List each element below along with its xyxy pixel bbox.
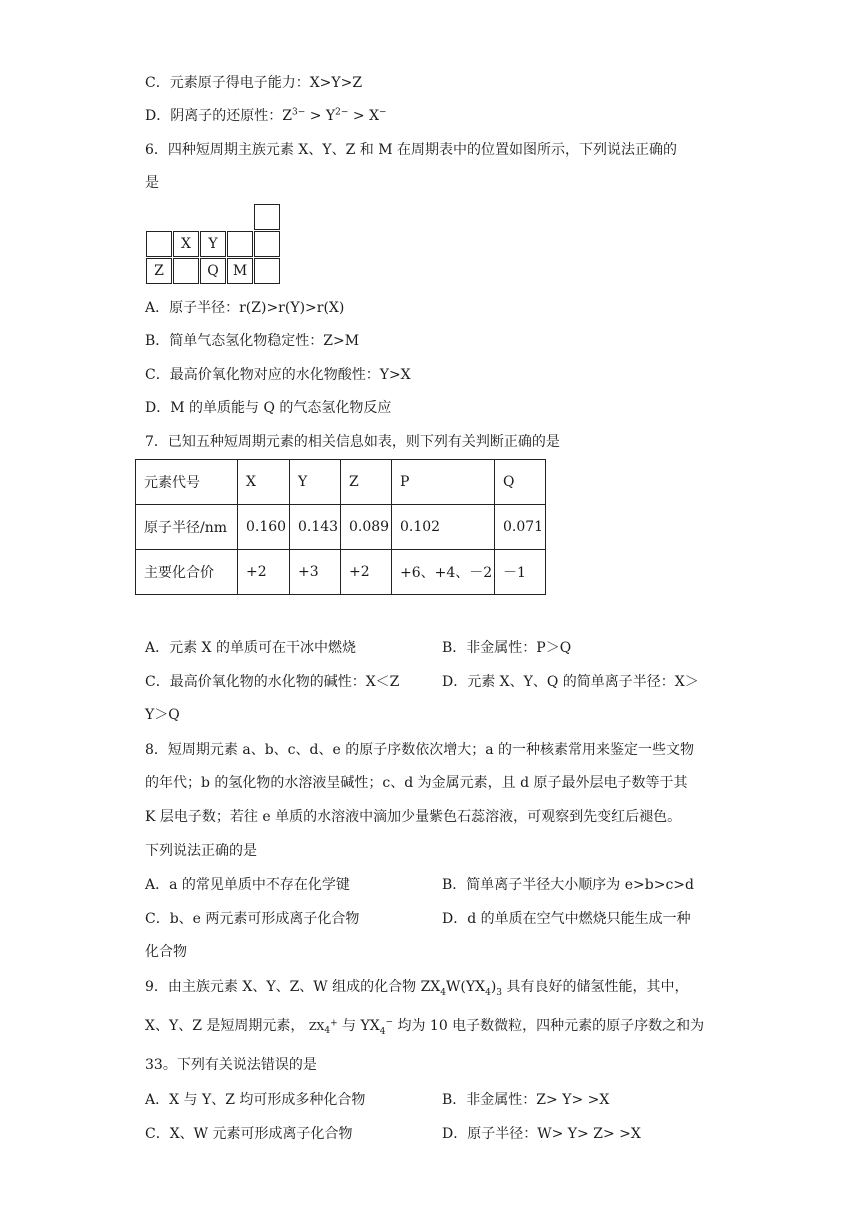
table-cell: Y	[290, 460, 341, 505]
grid-cell-r3c5	[254, 258, 280, 284]
grid-cell-r3c3: Q	[200, 258, 226, 284]
grid-cell-r2c5	[254, 231, 280, 257]
q7-option-a: A．元素 X 的单质可在干冰中燃烧	[145, 640, 356, 656]
q5-x-ion: X−	[369, 107, 387, 124]
q7-option-b: B．非金属性：P＞Q	[442, 640, 572, 656]
q9-text: 9．由主族元素 X、Y、Z、W 组成的化合物 ZX	[145, 979, 441, 995]
yx4-minus-ion: $YX_4^-$	[360, 1017, 394, 1037]
q9-text: 与	[337, 1018, 361, 1034]
grid-cell-r3c1: Z	[146, 258, 172, 284]
table-cell: 原子半径/nm	[136, 505, 238, 550]
table-cell: P	[392, 460, 495, 505]
q8-stem-line2: 的年代；b 的氢化物的水溶液呈碱性；c、d 为金属元素，且 d 原子最外层电子数等于其	[145, 775, 688, 791]
grid-cell-r3c4: M	[227, 258, 253, 284]
q8-option-c: C．b、e 两元素可形成离子化合物	[145, 911, 360, 927]
q9-stem-line1	[145, 977, 688, 997]
q8-option-a: A．a 的常见单质中不存在化学键	[145, 877, 350, 893]
q9-subscript: 3	[496, 987, 503, 998]
grid-cell-r2c2: X	[173, 231, 199, 257]
table-cell: Q	[495, 460, 546, 505]
q9-option-d: D．原子半径：W> Y> Z> >X	[442, 1126, 641, 1142]
q5-option-d	[145, 106, 387, 126]
q9-subscript: 4	[440, 987, 447, 998]
q6-option-a: A．原子半径：r(Z)>r(Y)>r(X)	[145, 300, 345, 316]
table-cell: 0.160	[238, 505, 290, 550]
q9-text: 均为 10 电子数微粒，四种元素的原子序数之和为	[393, 1018, 705, 1034]
q6-option-d: D．M 的单质能与 Q 的气态氢化物反应	[145, 400, 392, 416]
table-row	[136, 460, 546, 505]
q7-stem: 7．已知五种短周期元素的相关信息如表，则下列有关判断正确的是	[145, 434, 560, 450]
q8-option-d-continued: 化合物	[145, 944, 187, 960]
table-cell: 0.089	[341, 505, 392, 550]
q9-text: W(YX	[446, 979, 486, 995]
table-cell: 元素代号	[136, 460, 238, 505]
q9-stem-line2	[145, 1016, 704, 1037]
table-row	[136, 550, 546, 595]
q6-option-c: C．最高价氧化物对应的水化物酸性：Y>X	[145, 367, 411, 383]
grid-cell-r2c4	[227, 231, 253, 257]
q9-option-c: C．X、W 元素可形成离子化合物	[145, 1126, 353, 1142]
q7-option-d: D．元素 X、Y、Q 的简单离子半径：X＞	[442, 674, 699, 690]
q8-option-d: D．d 的单质在空气中燃烧只能生成一种	[442, 911, 691, 927]
table-cell: －1	[495, 550, 546, 595]
table-cell: 0.102	[392, 505, 495, 550]
q9-text: 具有良好的储氢性能，其中，	[502, 979, 689, 995]
q8-stem-line1: 8．短周期元素 a、b、c、d、e 的原子序数依次增大；a 的一种核素常用来鉴定一些文物	[145, 742, 694, 758]
table-cell: +6、+4、－2	[392, 550, 495, 595]
grid-cell-r2c1	[146, 231, 172, 257]
zx4-plus-ion: $ZX_4^+$	[308, 1018, 338, 1037]
grid-cell-r1c5	[254, 204, 280, 230]
table-cell: +2	[341, 550, 392, 595]
q5-gt-1: >	[305, 108, 326, 124]
q8-stem-line3: K 层电子数；若往 e 单质的水溶液中滴加少量紫色石蕊溶液，可观察到先变红后褪色。	[145, 809, 682, 825]
q9-subscript: 4	[485, 987, 491, 998]
table-cell: 主要化合价	[136, 550, 238, 595]
q9-option-a: A．X 与 Y、Z 均可形成多种化合物	[145, 1092, 366, 1108]
q7-option-d-continued: Y＞Q	[145, 707, 180, 723]
q8-stem-line4: 下列说法正确的是	[145, 843, 257, 859]
table-cell: +3	[290, 550, 341, 595]
q7-option-c: C．最高价氧化物的水化物的碱性：X＜Z	[145, 674, 400, 690]
element-info-table	[135, 459, 546, 595]
table-cell: 0.071	[495, 505, 546, 550]
q5-y-ion: $Y^{2-}$	[325, 107, 349, 124]
table-cell: +2	[238, 550, 290, 595]
q5-option-c: C．元素原子得电子能力：X>Y>Z	[145, 75, 363, 91]
q9-text: X、Y、Z 是短周期元素，	[145, 1018, 305, 1034]
q9-stem-line3: 33。下列有关说法错误的是	[145, 1057, 317, 1073]
q6-option-b: B．简单气态氢化物稳定性：Z>M	[145, 333, 360, 349]
table-row	[136, 505, 546, 550]
table-cell: 0.143	[290, 505, 341, 550]
q9-text: )	[490, 979, 497, 995]
grid-cell-r2c3: Y	[200, 231, 226, 257]
table-cell: X	[238, 460, 290, 505]
q6-stem-line1: 6．四种短周期主族元素 X、Y、Z 和 M 在周期表中的位置如图所示，下列说法正确的	[145, 142, 677, 158]
table-cell: Z	[341, 460, 392, 505]
q6-stem-line2: 是	[145, 175, 159, 191]
q9-option-b: B．非金属性：Z> Y> >X	[442, 1092, 610, 1108]
grid-cell-r3c2	[173, 258, 199, 284]
q8-option-b: B．简单离子半径大小顺序为 e>b>c>d	[442, 877, 694, 893]
q5-z-ion: $Z^{3-}$	[282, 107, 306, 124]
q5-gt-2: >	[348, 108, 370, 124]
q5-option-d-text: D．阴离子的还原性：	[145, 108, 283, 124]
